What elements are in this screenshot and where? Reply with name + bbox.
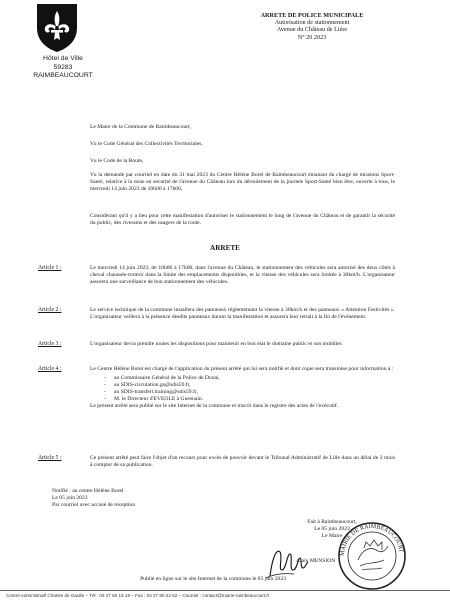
preamble-considering: Considérant qu'il y a lieu pour cette manifestation d'autoriser le stationnement le long de l'avenue du Château et de garantir la sécurité du public, des riverains et des usagers de la route.	[90, 213, 395, 226]
svg-text:MAIRIE DE RAIMBEAUCOURT	[340, 524, 404, 556]
notification-block	[52, 488, 135, 510]
list-item: - au Commissaire Général de la Police de Douai,	[104, 375, 395, 382]
stamp-text: MAIRIE DE RAIMBEAUCOURT	[339, 523, 404, 557]
signature-place: Fait à Raimbeaucourt,	[307, 519, 357, 525]
article-4-text: Le Centre Hélène Borel est chargé de l'application du présent arrêté qui lui sera notifié et dont copie sera transmise pour information à :	[90, 366, 394, 372]
footer-divider	[0, 590, 450, 591]
footer-contact: Centre Administratif Charles de Gaulle – Tél : 03 27 80 18 18 – Fax : 03 27 80 22 62 – Courriel : contact@mairie-raimbeaucourt.fr	[6, 593, 270, 598]
list-item: - au SDIS-transfert.training@sdis59.fr,	[104, 389, 395, 396]
preamble-cgct: Vu le Code Général des Collectivités Territoriales,	[90, 141, 203, 147]
signature-date: Le 05 juin 2023	[314, 526, 350, 533]
decree-header	[232, 12, 392, 41]
town-hall-label: Hôtel de Ville	[43, 55, 83, 62]
town-hall-address	[28, 55, 98, 81]
preamble-request: Vu la demande par courriel en date du 31 mai 2023 du Centre Hélène Borel de Raimbeaucourt émanant du chargé de missions Sport-Santé, relative à la mise en sécurité de l'avenue du Château lors du déroulement de la journée Sport-Santé bien être, ouverte à tous, le mercredi 14 juin 2023 de 10h00 à 17h00,	[90, 172, 395, 192]
notification-date: Le 05 juin 2023	[52, 495, 88, 502]
article-2-label: Article 2 :	[38, 307, 62, 313]
preamble-code-route: Vu le Code de la Route,	[90, 158, 144, 164]
notification-recipient: Notifié : au centre Hélène Borel	[52, 488, 124, 494]
preamble-mayor: Le Maire de la Commune de Raimbeaucourt,	[90, 124, 192, 130]
list-item: - au SDIS-circulation.gs@sdis59.fr,	[104, 382, 395, 389]
recipient-list	[104, 375, 395, 403]
mayor-name: Alain MENSION	[296, 558, 336, 564]
notification-method: Par courriel avec accusé de réception	[52, 502, 136, 509]
town-crest-logo	[34, 2, 80, 54]
publication-note: Publié en ligne sur le site Internet de la commune le 05 juin 2023	[140, 576, 286, 582]
decree-subject-line1: Autorisation de stationnement	[274, 19, 350, 27]
article-1-label: Article 1 :	[38, 265, 62, 271]
article-4-block	[90, 366, 395, 410]
decree-title: ARRETE DE POLICE MUNICIPALE	[260, 12, 364, 19]
article-3-label: Article 3 :	[38, 341, 62, 347]
article-2-text: Le service technique de la commune installera des panneaux réglementant la vitesse à 30km/h et des panneaux « Attention Festivités ». L'organisateur veillera à la présence desdits panneaux durant la manifestation et assurera leur retrait à la fin de l'événement.	[90, 307, 395, 320]
article-5-text: Ce présent arrêté peut faire l'objet d'un recours pour excès de pouvoir devant le Tribunal Administratif de Lille dans un délai de 2 mois à compter de sa publication.	[90, 455, 395, 468]
arrete-heading: ARRETE	[210, 244, 240, 252]
signature-role: Le Maire	[321, 533, 343, 540]
decree-number: N° 20 2023	[297, 33, 327, 41]
article-4-label: Article 4 :	[38, 366, 62, 372]
decree-subject-line2: Avenue du Château de Lière	[276, 26, 348, 34]
list-item: - M. le Directeur d'EVEOLE à Guesnain.	[104, 396, 395, 403]
town-postcode-city: 59283 RAIMBEAUCOURT	[33, 63, 93, 79]
article-1-text: Le mercredi 14 juin 2023, de 10h00 à 17h00, dans l'avenue du Château, le stationnement des véhicules sera autorisé des deux côtés à cheval chaussée-trottoir dans la limite des emplacements disponibles, et la vitesse des véhicules sera limitée à 30km/h. L'organisateur assurera une surveillance de bon stationnement des véhicules.	[90, 265, 395, 285]
article-5-label: Article 5 :	[38, 455, 62, 461]
article-3-text: L'organisateur devra prendre toutes les dispositions pour maintenir en bon état le domaine public et son mobilier.	[90, 341, 343, 347]
article-4-after: Le présent arrêté sera publié sur le site Internet de la commune et inscrit dans le registre des actes de l'exécutif.	[90, 403, 339, 409]
